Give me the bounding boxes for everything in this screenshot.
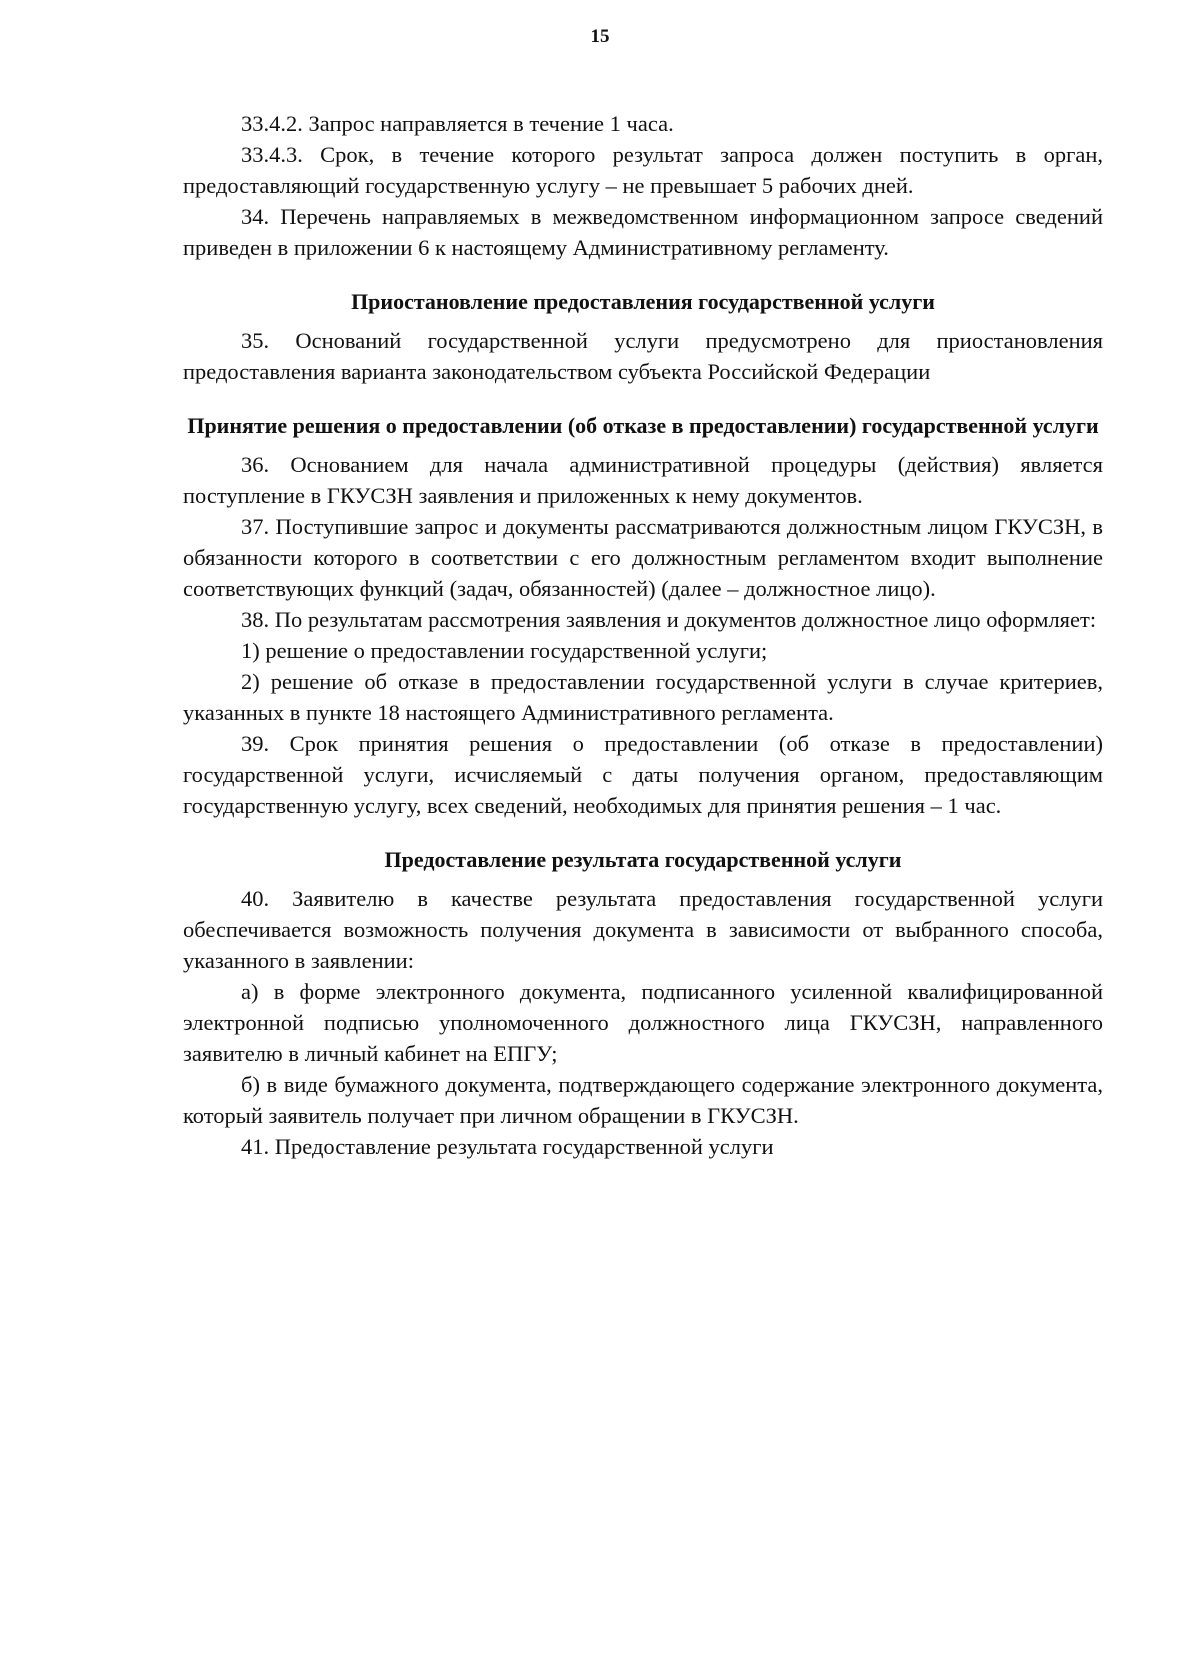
spacer	[183, 317, 1103, 325]
spacer	[183, 263, 1103, 286]
paragraph-33-4-3: 33.4.3. Срок, в течение которого результат запроса должен поступить в орган, предоставляющий государственную услугу – не превышает 5 рабочих дней.	[183, 142, 1103, 198]
section-heading-decision: Принятие решения о предоставлении (об отказе в предоставлении) государственной услуги	[187, 413, 1099, 438]
paragraph-36: 36. Основанием для начала административной процедуры (действия) является поступление в ГКУСЗН заявления и приложенных к нему документов.	[183, 452, 1103, 508]
paragraph-39: 39. Срок принятия решения о предоставлении (об отказе в предоставлении) государственной услуги, исчисляемый с даты получения органом, предоставляющим государственную услугу, всех сведений, необходимых для принятия решения – 1 час.	[183, 731, 1103, 818]
document-body	[183, 108, 1103, 1162]
section-heading-result: Предоставление результата государственной услуги	[384, 847, 902, 872]
paragraph-34: 34. Перечень направляемых в межведомственном информационном запросе сведений приведен в приложении 6 к настоящему Административному регламенту.	[183, 204, 1103, 260]
spacer	[183, 387, 1103, 410]
spacer	[183, 821, 1103, 844]
paragraph-40: 40. Заявителю в качестве результата предоставления государственной услуги обеспечивается возможность получения документа в зависимости от выбранного способа, указанного в заявлении:	[183, 886, 1103, 973]
paragraph-35: 35. Оснований государственной услуги предусмотрено для приостановления предоставления варианта законодательством субъекта Российской Федерации	[183, 328, 1103, 384]
spacer	[183, 875, 1103, 883]
spacer	[183, 441, 1103, 449]
paragraph-38-item-1: 1) решение о предоставлении государственной услуги;	[241, 638, 768, 663]
paragraph-37: 37. Поступившие запрос и документы рассматриваются должностным лицом ГКУСЗН, в обязанности которого в соответствии с его должностным регламентом входит выполнение соответствующих функций (задач, обязанностей) (далее – должностное лицо).	[183, 514, 1103, 601]
section-heading-suspension: Приостановление предоставления государственной услуги	[351, 289, 935, 314]
paragraph-41: 41. Предоставление результата государственной услуги	[241, 1134, 774, 1159]
paragraph-38: 38. По результатам рассмотрения заявления и документов должностное лицо оформляет:	[241, 607, 1097, 632]
paragraph-40-item-a: а) в форме электронного документа, подписанного усиленной квалифицированной электронной подписью уполномоченного должностного лица ГКУСЗН, направленного заявителю в личный кабинет на ЕПГУ;	[183, 979, 1103, 1066]
paragraph-40-item-b: б) в виде бумажного документа, подтверждающего содержание электронного документа, который заявитель получает при личном обращении в ГКУСЗН.	[183, 1072, 1103, 1128]
page-number: 15	[590, 26, 610, 47]
paragraph-38-item-2: 2) решение об отказе в предоставлении государственной услуги в случае критериев, указанных в пункте 18 настоящего Административного регламента.	[183, 669, 1103, 725]
paragraph-33-4-2: 33.4.2. Запрос направляется в течение 1 часа.	[241, 111, 674, 136]
